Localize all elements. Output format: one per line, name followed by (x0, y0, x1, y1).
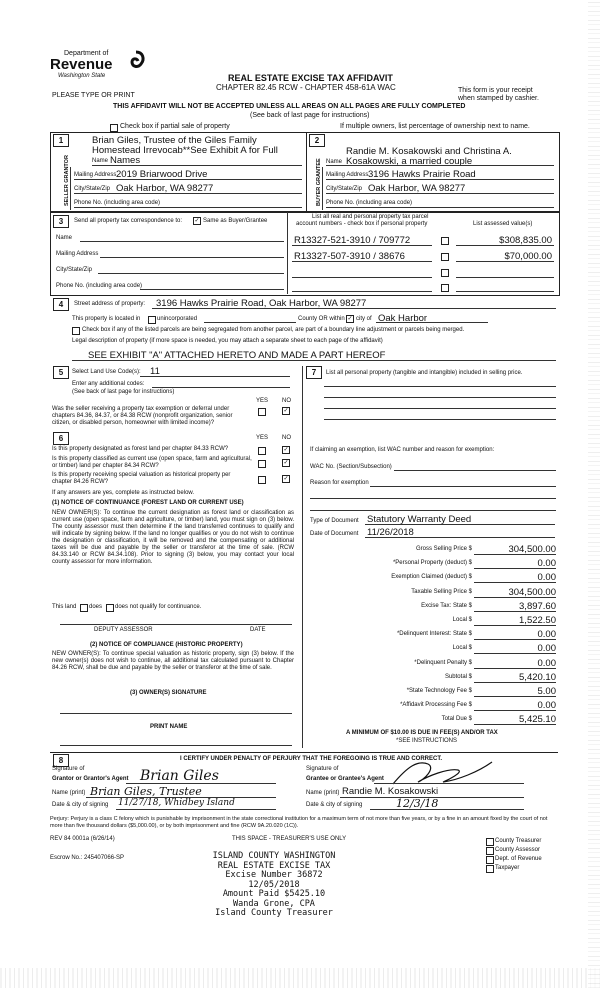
land-use-code[interactable]: 11 (150, 366, 160, 377)
property-city[interactable]: Oak Harbor (378, 313, 428, 324)
q3-no-check-icon[interactable]: ✓ (283, 476, 289, 482)
same-as-buyer-label: Same as Buyer/Grantee (203, 218, 268, 224)
dor-logo (50, 50, 146, 92)
copy-taxpayer: Taxpayer (495, 865, 520, 871)
see-instructions-note: *SEE INSTRUCTIONS (396, 738, 458, 744)
this-land-label: This land (52, 604, 77, 610)
scan-edge-right (588, 0, 600, 988)
s5-no-label: NO (282, 398, 291, 404)
s5-yes-checkbox[interactable] (258, 408, 266, 416)
seller-phone-label: Phone No. (including area code) (74, 200, 161, 206)
parcel-header-2: account numbers - check box if personal property (296, 221, 428, 227)
seller-city-label: City/State/Zip (74, 186, 111, 192)
tax-row-value[interactable]: 5,425.10 (519, 714, 556, 725)
tax-row-label: Exemption Claimed (deduct) $ (391, 574, 472, 580)
grantor-signature[interactable]: Brian Giles (140, 768, 219, 784)
tax-row-label: Subtotal $ (444, 674, 472, 680)
tax-row-value[interactable]: 0.00 (537, 629, 556, 640)
notice-compliance-body: NEW OWNER(S): To continue special valuation as historic property, sign (3) below. If the new owner(s) does not wish to continue, all additional tax calculated pursuant to Chapter 84.26 RCW, shall be due and payable by the seller or transferor at the time of sale. (52, 651, 294, 671)
s5-yes-label: YES (256, 398, 269, 404)
copy-county-assessor-checkbox[interactable] (486, 847, 494, 855)
exemption-question: Was the seller receiving a property tax exemption or deferral under chapters 84.36, 84.37, or 84.38 RCW (nonprofit organization, senior citizen, or disabled person, homeowner with limited income)? (52, 406, 233, 426)
dor-swirl-icon (126, 50, 146, 72)
notice-compliance-title: (2) NOTICE OF COMPLIANCE (HISTORIC PROPERTY) (90, 642, 243, 648)
tax-row-value[interactable]: 0.00 (537, 558, 556, 569)
current-use-question: Is this property classified as current use (open space, farm and agricultural, or timber) land per chapter 84.34 RCW? (52, 456, 252, 469)
multiple-owners-note: If multiple owners, list percentage of ownership next to name. (340, 123, 530, 130)
escrow-number: Escrow No.: 245407066-SP (50, 855, 125, 861)
stamp-line-7: Island County Treasurer (215, 908, 333, 918)
copy-county-treasurer-checkbox[interactable] (486, 838, 494, 846)
tax-row-label: Local $ (452, 617, 472, 623)
parcel-2-personal-checkbox[interactable] (441, 253, 449, 261)
partial-sale-label: Check box if partial sale of property (120, 123, 230, 130)
wac-number-label: WAC No. (Section/Subsection) (310, 464, 392, 470)
assessor-date-label: DATE (250, 627, 266, 633)
exemption-reason-label: Reason for exemption (310, 480, 369, 486)
q1-yes-checkbox[interactable] (258, 447, 266, 455)
parcel-4-personal-checkbox[interactable] (441, 284, 449, 292)
s5-no-check-icon[interactable]: ✓ (283, 408, 289, 414)
partial-sale-checkbox[interactable] (110, 124, 118, 132)
street-address-label: Street address of property: (74, 301, 146, 307)
section-2-number: 2 (309, 134, 325, 147)
does-checkbox[interactable] (80, 604, 88, 612)
minimum-fee-note: A MINIMUM OF $10.00 IS DUE IN FEE(S) AND/OR TAX (346, 730, 498, 736)
q2-no-check-icon[interactable]: ✓ (283, 460, 289, 466)
buyer-mailing[interactable]: 3196 Hawks Prairie Road (368, 169, 476, 180)
grantor-printed-name[interactable]: Brian Giles, Trustee (90, 785, 202, 798)
parcel-number-2[interactable]: R13327-507-3910 / 38676 (294, 251, 405, 262)
buyer-phone-label: Phone No. (including area code) (326, 200, 413, 206)
stamp-line-5: Amount Paid $5425.10 (222, 889, 326, 899)
street-address[interactable]: 3196 Hawks Prairie Road, Oak Harbor, WA 98277 (156, 298, 367, 309)
send-correspondence-label: Send all property tax correspondence to: (74, 218, 183, 224)
grantor-agent-label: Grantor or Grantor's Agent (52, 776, 129, 782)
segregated-label: Check box if any of the listed parcels are being segregated from another parcel, are part of a boundary line adjustment or parcels being merged. (82, 327, 465, 333)
additional-codes-label: Enter any additional codes: (72, 381, 145, 387)
additional-codes-note: (See back of last page for instructions) (72, 389, 175, 395)
check-icon[interactable]: ✓ (194, 218, 200, 224)
tax-row-value[interactable]: 0.00 (537, 700, 556, 711)
copy-dept-revenue: Dept. of Revenue (495, 856, 542, 862)
q2-yes-checkbox[interactable] (258, 460, 266, 468)
section-5-number: 5 (53, 366, 69, 379)
stamp-line-6: Wanda Grone, CPA (233, 898, 315, 909)
receipt-note-2: when stamped by cashier. (458, 95, 539, 102)
tax-row-label: Local $ (452, 645, 472, 651)
receipt-note-1: This form is your receipt (458, 87, 533, 94)
doc-date-label: Date of Document (310, 531, 359, 537)
copy-county-treasurer: County Treasurer (495, 838, 542, 844)
deputy-assessor-label: DEPUTY ASSESSOR (94, 627, 153, 633)
stamp-line-3: Excise Number 36872 (225, 870, 323, 880)
parcel-number-1[interactable]: R13327-521-3910 / 709772 (294, 235, 411, 246)
tax-row-label: Gross Selling Price $ (415, 546, 472, 552)
grantor-date-city[interactable]: 11/27/18, Whidbey Island (118, 798, 235, 808)
type-or-print: PLEASE TYPE OR PRINT (52, 92, 135, 99)
grantee-date-label: Date & city of signing (306, 802, 363, 808)
buyer-name-label: Name (326, 159, 343, 165)
grantee-agent-label: Grantee or Grantee's Agent (306, 776, 384, 782)
copy-county-assessor: County Assessor (495, 847, 541, 853)
forest-land-question: Is this property designated as forest land per chapter 84.33 RCW? (52, 446, 229, 452)
does-not-checkbox[interactable] (106, 604, 114, 612)
owner-signature-label: (3) OWNER(S) SIGNATURE (130, 690, 207, 696)
form-revision: REV 84 0001a (6/26/14) (50, 836, 115, 842)
buyer-name-line2[interactable]: Kosakowski, a married couple (346, 156, 473, 167)
parcel-1-personal-checkbox[interactable] (441, 237, 449, 245)
form-title: REAL ESTATE EXCISE TAX AFFIDAVIT (228, 73, 393, 83)
s6-yes-label: YES (256, 435, 269, 441)
parcel-3-personal-checkbox[interactable] (441, 269, 449, 277)
historic-question: Is this property receiving special valuation as historical property per chapter 84.26 RCW? (52, 472, 231, 485)
tax-row-label: *Personal Property (deduct) $ (392, 560, 472, 566)
buyer-city[interactable]: Oak Harbor, WA 98277 (368, 183, 466, 194)
parcel-value-1[interactable]: $308,835.00 (499, 235, 552, 246)
tax-row-label: *Delinquent Interest: State $ (396, 631, 472, 637)
doc-type[interactable]: Statutory Warranty Deed (367, 514, 472, 525)
legal-desc-label: Legal description of property (if more space is needed, you may attach a separate sheet to each page of the affidavit) (72, 338, 383, 344)
treasurer-stamp (164, 852, 384, 919)
copy-taxpayer-checkbox[interactable] (486, 865, 494, 873)
corr-mailing-label: Mailing Address (56, 251, 99, 257)
seller-mailing[interactable]: 2019 Briarwood Drive (116, 169, 208, 180)
grantor-sig-of-label: Signature of (52, 766, 85, 772)
s6-no-label: NO (282, 435, 291, 441)
scan-edge-bottom (0, 968, 600, 988)
exemption-claim-label: If claiming an exemption, list WAC number and reason for exemption: (310, 447, 495, 453)
corr-phone-label: Phone No. (including area code) (56, 283, 143, 289)
grantee-sig-of-label: Signature of (306, 766, 339, 772)
tax-row-value[interactable]: 304,500.00 (508, 544, 556, 555)
buyer-side-label: BUYER GRANTEE (316, 158, 322, 206)
section-8-number: 8 (53, 754, 69, 767)
section-3-number: 3 (53, 215, 69, 228)
located-in-label: This property is located in (72, 316, 141, 322)
revenue-wordmark: Revenue (50, 56, 113, 73)
does-not-label: does not qualify for continuance. (115, 604, 202, 610)
buyer-mailing-label: Mailing Address (326, 172, 369, 178)
tax-row-label: *State Technology Fee $ (406, 688, 472, 694)
seller-name-line3[interactable]: Names (110, 155, 141, 166)
tax-row-value[interactable]: 1,522.50 (519, 615, 556, 626)
parcel-value-2[interactable]: $70,000.00 (504, 251, 552, 262)
tax-row-label: *Affidavit Processing Fee $ (400, 702, 472, 708)
dept-of-label: Department of (64, 50, 109, 57)
tax-row-value[interactable]: 5,420.10 (519, 672, 556, 683)
corr-city-label: City/State/Zip (56, 267, 93, 273)
tax-row-label: Taxable Selling Price $ (411, 589, 472, 595)
personal-property-label: List all personal property (tangible and intangible) included in selling price. (326, 370, 523, 376)
corr-name-label: Name (56, 235, 73, 241)
grantor-date-label: Date & city of signing (52, 802, 109, 808)
form-subtitle: CHAPTER 82.45 RCW - CHAPTER 458-61A WAC (216, 83, 396, 92)
seller-name-line1[interactable]: Brian Giles, Trustee of the Giles Family (92, 135, 257, 146)
seller-city[interactable]: Oak Harbor, WA 98277 (116, 183, 214, 194)
section-4-number: 4 (53, 298, 69, 311)
section-1-number: 1 (53, 134, 69, 147)
tax-row-value[interactable]: 0.00 (537, 658, 556, 669)
q3-yes-checkbox[interactable] (258, 476, 266, 484)
notice-continuance-body: NEW OWNER(S): To continue the current designation as forest land or classification as current use (open space, farm and agriculture, or timber) land, you must sign on (3) below. The county assessor must then determine if the land transferred continues to qualify and will indicate by signing below. If the land no longer qualifies or you do not wish to continue the designation or classification, it will be removed and the compensating or additional taxes will be due and payable by the seller or transferor at the time of sale. (RCW 84.33.140 or RCW 84.34.108). Prior to signing (3) below, you may contact your local county assessor for more information. (52, 510, 294, 565)
treasurer-use-only: THIS SPACE - TREASURER'S USE ONLY (232, 836, 347, 842)
buyer-city-label: City/State/Zip (326, 186, 363, 192)
tax-row-value[interactable]: 304,500.00 (508, 587, 556, 598)
grantee-name-label: Name (print) (306, 790, 340, 796)
tax-row-label: Total Due $ (441, 716, 472, 722)
stamp-line-2: REAL ESTATE EXCISE TAX (217, 860, 331, 871)
city-of-check-icon[interactable]: ✓ (347, 316, 353, 322)
tax-row-value[interactable]: 3,897.60 (519, 601, 556, 612)
doc-date[interactable]: 11/26/2018 (367, 527, 414, 538)
washington-state-label: Washington State (58, 73, 106, 79)
seller-side-label: SELLER GRANTOR (64, 155, 70, 206)
grantor-name-label: Name (print) (52, 790, 86, 796)
perjury-statement: Perjury: Perjury is a class C felony which is punishable by imprisonment in the state correctional institution for a maximum term of not more than five years, or by a fine in an amount fixed by the court of not more than five thousand dollars ($5,000.00), or by both imprisonment and fine (RCW 9A.20.020 (1C)). (50, 816, 548, 829)
doc-type-label: Type of Document (310, 518, 359, 524)
tax-row-value[interactable]: 0.00 (537, 643, 556, 654)
land-use-label: Select Land Use Code(s): (72, 369, 141, 375)
warning-text: THIS AFFIDAVIT WILL NOT BE ACCEPTED UNLESS ALL AREAS ON ALL PAGES ARE FULLY COMPLETED (113, 103, 466, 110)
seller-mailing-label: Mailing Address (74, 172, 117, 178)
section-7-number: 7 (306, 366, 322, 379)
does-label: does (89, 604, 103, 610)
stamp-line-1: ISLAND COUNTY WASHINGTON (212, 851, 336, 861)
section-6-number: 6 (53, 432, 69, 445)
seller-name-line2[interactable]: Homestead Irrevocab**See Exhibit A for Full (92, 145, 278, 156)
see-back-text: (See back of last page for instructions) (250, 112, 370, 119)
grantee-date-city[interactable]: 12/3/18 (396, 797, 439, 810)
unincorporated-checkbox[interactable] (148, 316, 156, 324)
buyer-name-line1[interactable]: Randie M. Kosakowski and Christina A. (346, 146, 512, 157)
print-name-label: PRINT NAME (150, 724, 188, 730)
legal-description[interactable]: SEE EXHIBIT "A" ATTACHED HERETO AND MADE A PART HEREOF (88, 350, 386, 361)
seller-name-label: Name (92, 158, 109, 164)
certify-statement: I CERTIFY UNDER PENALTY OF PERJURY THAT THE FOREGOING IS TRUE AND CORRECT. (180, 756, 443, 762)
notice-continuance-title: (1) NOTICE OF CONTINUANCE (FOREST LAND OR CURRENT USE) (52, 500, 244, 506)
grantee-printed-name[interactable]: Randie M. Kosakowski (342, 786, 439, 797)
city-of-label: city of (356, 316, 372, 322)
segregated-checkbox[interactable] (72, 327, 80, 335)
tax-row-value[interactable]: 0.00 (537, 572, 556, 583)
unincorporated-label: unincorporated (157, 316, 198, 322)
assessed-header: List assessed value(s) (473, 221, 533, 227)
q1-no-check-icon[interactable]: ✓ (283, 447, 289, 453)
tax-row-label: *Delinquent Penalty $ (414, 660, 472, 666)
tax-row-value[interactable]: 5.00 (537, 686, 556, 697)
parcel-header-1: List all real and personal property tax parcel (312, 214, 429, 220)
county-or-within-label: County OR within (298, 316, 345, 322)
tax-row-label: Excise Tax: State $ (421, 603, 472, 609)
copy-dept-revenue-checkbox[interactable] (486, 856, 494, 864)
stamp-line-4: 12/05/2018 (248, 879, 300, 890)
if-yes-note: If any answers are yes, complete as instructed below. (52, 490, 195, 496)
